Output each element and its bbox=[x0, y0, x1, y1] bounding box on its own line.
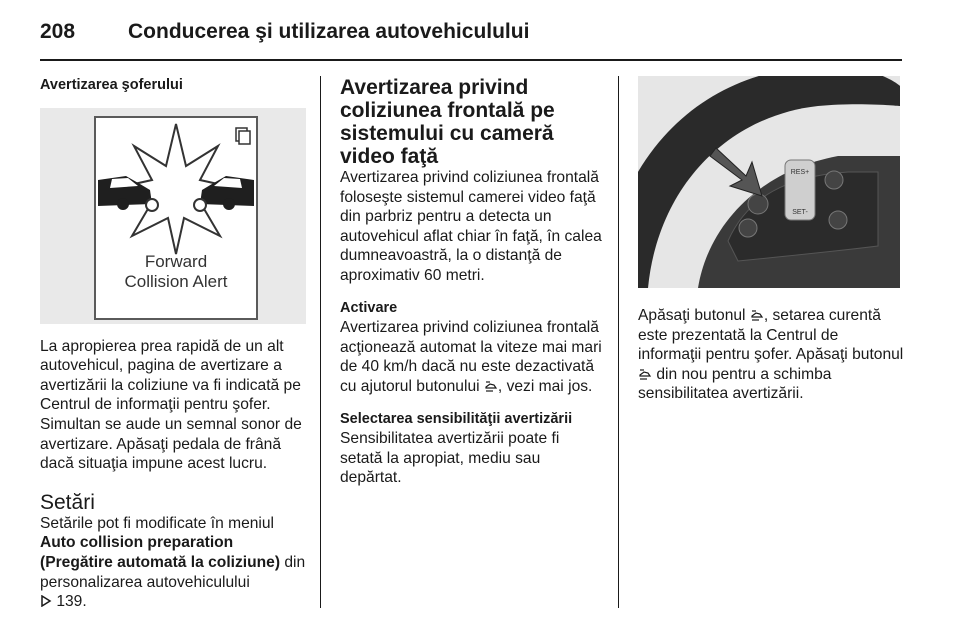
collision-alert-button-icon bbox=[638, 367, 652, 381]
column-divider-1 bbox=[320, 76, 321, 608]
res-button-label: RES+ bbox=[790, 169, 810, 176]
header-rule bbox=[40, 59, 902, 61]
activation-text-pre: Avertizarea privind coliziunea frontală acţionează automat la viteze mai mari de 40 km/h dacă nu este dezactivată cu ajutorul butonului bbox=[340, 319, 602, 395]
press-text-pre: Apăsaţi butonul bbox=[638, 307, 750, 324]
settings-text-pre: Setările pot fi modificate în meniul bbox=[40, 514, 275, 532]
column-divider-2 bbox=[618, 76, 619, 608]
press-button-paragraph bbox=[638, 306, 904, 404]
column-2 bbox=[340, 76, 606, 488]
press-text-post: din nou pentru a schimba sensibilitatea avertizării. bbox=[638, 365, 832, 403]
activation-text-post: , vezi mai jos. bbox=[497, 377, 593, 395]
forward-collision-alert-figure bbox=[40, 108, 306, 324]
alert-caption-line2: Collision Alert bbox=[124, 271, 228, 291]
page-header bbox=[40, 14, 900, 54]
chapter-title: Conducerea şi utilizarea autovehiculului bbox=[128, 20, 530, 43]
camera-intro: Avertizarea privind coliziunea frontală foloseşte sistemul camerei video faţă din parbriz pentru a detecta un autovehicul aflat chiar în faţă, în calea dumneavoastră, la o distanţă de aproximativ 60 metri. bbox=[340, 169, 602, 284]
alert-description: La apropierea prea rapidă de un alt autovehicul, pagina de avertizare a avertizării la coliziune va fi indicată pe Centrul de informaţii pentru şofer. Simultan se aude un semnal sonor de avertizare. Apăsaţi pedala de frână dacă situaţia impune acest lucru. bbox=[40, 337, 302, 473]
steering-wheel-icon bbox=[638, 76, 900, 288]
column-3 bbox=[638, 76, 904, 404]
settings-page-ref: 139. bbox=[52, 593, 87, 611]
press-text-mid: , setarea curentă este prezentată la Centrul de informaţii pentru şofer. Apăsaţi butonul bbox=[638, 307, 904, 364]
activation-paragraph bbox=[340, 318, 606, 396]
column-1 bbox=[40, 76, 306, 612]
settings-paragraph bbox=[40, 514, 306, 612]
sensitivity-paragraph: Sensibilitatea avertizării poate fi setată la apropiat, mediu sau depărtat. bbox=[340, 430, 560, 487]
driver-warning-subhead: Avertizarea şoferului bbox=[40, 77, 183, 93]
settings-text-post: din personalizarea autovehiculului bbox=[40, 553, 306, 591]
page-number: 208 bbox=[40, 20, 76, 43]
collision-alert-button-icon bbox=[750, 308, 764, 322]
sensitivity-heading: Selectarea sensibilităţii avertizării bbox=[340, 410, 573, 427]
camera-collision-heading: Avertizarea privind coliziunea frontală pe sistemului cu cameră video faţă bbox=[340, 76, 555, 168]
settings-menu-name: Auto collision preparation (Pregătire automată la coliziune) bbox=[40, 534, 281, 571]
alert-caption bbox=[96, 252, 256, 292]
steering-wheel-figure bbox=[638, 76, 900, 288]
page-ref-arrow-icon bbox=[40, 595, 52, 607]
alert-display bbox=[94, 116, 258, 320]
alert-caption-line1: Forward bbox=[144, 251, 208, 271]
collision-alert-button-icon bbox=[484, 379, 498, 393]
activation-heading: Activare bbox=[340, 299, 398, 316]
info-display-icon bbox=[236, 128, 250, 144]
settings-heading: Setări bbox=[40, 490, 95, 514]
set-button-label: SET- bbox=[792, 209, 808, 216]
